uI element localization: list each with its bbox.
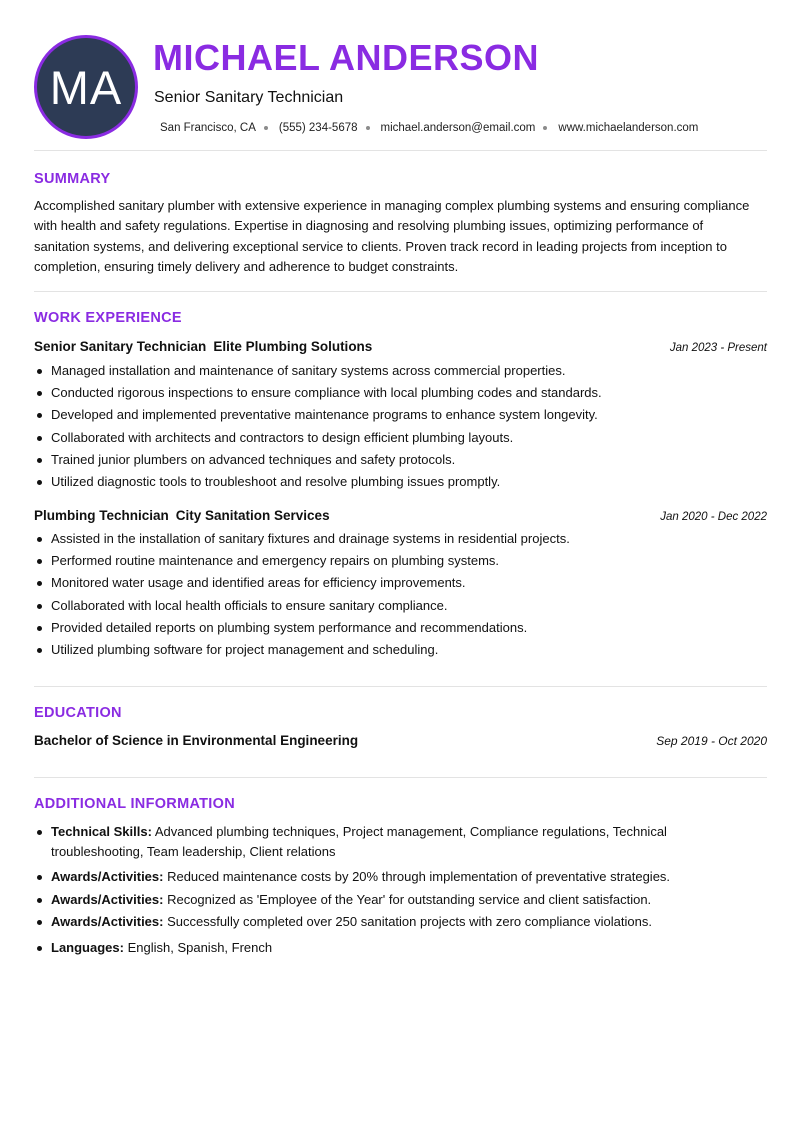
info-text: Successfully completed over 250 sanitation projects with zero compliance violations. xyxy=(163,914,652,929)
info-label: Awards/Activities: xyxy=(51,914,164,929)
info-text: Recognized as 'Employee of the Year' for outstanding service and client satisfaction. xyxy=(163,891,652,907)
section-heading-additional: ADDITIONAL INFORMATION xyxy=(34,796,235,812)
job-title-company xyxy=(34,507,330,525)
job-role: Plumbing Technician xyxy=(34,508,169,523)
education-entry xyxy=(34,733,767,748)
info-text: Reduced maintenance costs by 20% through implementation of preventative strategies. xyxy=(163,869,671,884)
job-bullets xyxy=(34,360,754,493)
list-item xyxy=(34,890,714,910)
info-text: Advanced plumbing techniques, Project management, Compliance regulations, Technical troubleshooting, Team leadership, Client relations xyxy=(51,824,667,859)
list-item: Developed and implemented preventative maintenance programs to enhance system longevity. xyxy=(34,404,754,426)
info-label: Languages: xyxy=(51,939,124,955)
job-company: City Sanitation Services xyxy=(175,508,330,523)
list-item: Assisted in the installation of sanitary fixtures and drainage systems in residential projects. xyxy=(34,528,754,550)
contact-website[interactable]: www.michaelanderson.com xyxy=(558,122,699,134)
section-divider xyxy=(34,686,767,687)
bullet-separator-icon xyxy=(543,126,547,130)
list-item: Managed installation and maintenance of sanitary systems across commercial properties. xyxy=(34,360,754,382)
list-item: Performed routine maintenance and emergency repairs on plumbing systems. xyxy=(34,550,754,572)
avatar-initials: MA xyxy=(49,60,123,114)
job-header xyxy=(34,507,767,525)
section-heading-education: EDUCATION xyxy=(34,705,122,721)
info-text: English, Spanish, French xyxy=(123,939,273,955)
list-item: Collaborated with local health officials to ensure sanitary compliance. xyxy=(34,595,754,617)
list-item: Utilized plumbing software for project management and scheduling. xyxy=(34,639,754,661)
list-item xyxy=(34,912,714,932)
contact-row xyxy=(160,120,698,136)
contact-location: San Francisco, CA xyxy=(160,122,256,134)
list-item xyxy=(34,867,714,887)
job-dates: Jan 2020 - Dec 2022 xyxy=(660,511,767,523)
candidate-title: Senior Sanitary Technician xyxy=(154,89,344,106)
info-label: Technical Skills: xyxy=(51,824,152,839)
list-item: Monitored water usage and identified areas for efficiency improvements. xyxy=(34,572,754,594)
info-label: Awards/Activities: xyxy=(51,891,164,907)
section-heading-experience: WORK EXPERIENCE xyxy=(34,310,182,326)
job-role: Senior Sanitary Technician xyxy=(34,339,207,354)
section-divider xyxy=(34,777,767,778)
list-item: Provided detailed reports on plumbing system performance and recommendations. xyxy=(34,617,754,639)
section-divider xyxy=(34,150,767,151)
avatar xyxy=(34,35,138,139)
education-dates: Sep 2019 - Oct 2020 xyxy=(656,734,767,748)
list-item xyxy=(34,822,714,861)
section-divider xyxy=(34,291,767,292)
bullet-separator-icon xyxy=(366,126,370,130)
job-dates: Jan 2023 - Present xyxy=(669,342,767,354)
summary-text: Accomplished sanitary plumber with extensive experience in managing complex plumbing systems and ensuring compliance with health and safety regulations. Expertise in diagnosing and resolving plumbing issues, optimizing performance of sanitation systems, and delivering exceptional service to clients. Proven track record in leading projects from inception to completion, ensuring timely delivery and adherence to budget constraints. xyxy=(34,198,750,274)
additional-info-list xyxy=(34,822,714,960)
section-heading-summary: SUMMARY xyxy=(34,171,111,187)
list-item: Utilized diagnostic tools to troubleshoot and resolve plumbing issues promptly. xyxy=(34,471,754,493)
list-item: Collaborated with architects and contractors to design efficient plumbing layouts. xyxy=(34,427,754,449)
list-item xyxy=(34,938,714,958)
job-bullets xyxy=(34,528,754,661)
job-title-company xyxy=(34,338,372,356)
job-header xyxy=(34,338,767,356)
contact-email[interactable]: michael.anderson@email.com xyxy=(380,122,536,134)
job-company: Elite Plumbing Solutions xyxy=(213,339,373,354)
info-label: Awards/Activities: xyxy=(51,869,164,884)
list-item: Conducted rigorous inspections to ensure compliance with local plumbing codes and standards. xyxy=(34,382,754,404)
contact-phone[interactable]: (555) 234-5678 xyxy=(278,122,358,134)
education-degree: Bachelor of Science in Environmental Engineering xyxy=(34,733,359,748)
bullet-separator-icon xyxy=(264,126,268,130)
list-item: Trained junior plumbers on advanced techniques and safety protocols. xyxy=(34,449,754,471)
candidate-name: MICHAEL ANDERSON xyxy=(153,37,540,78)
